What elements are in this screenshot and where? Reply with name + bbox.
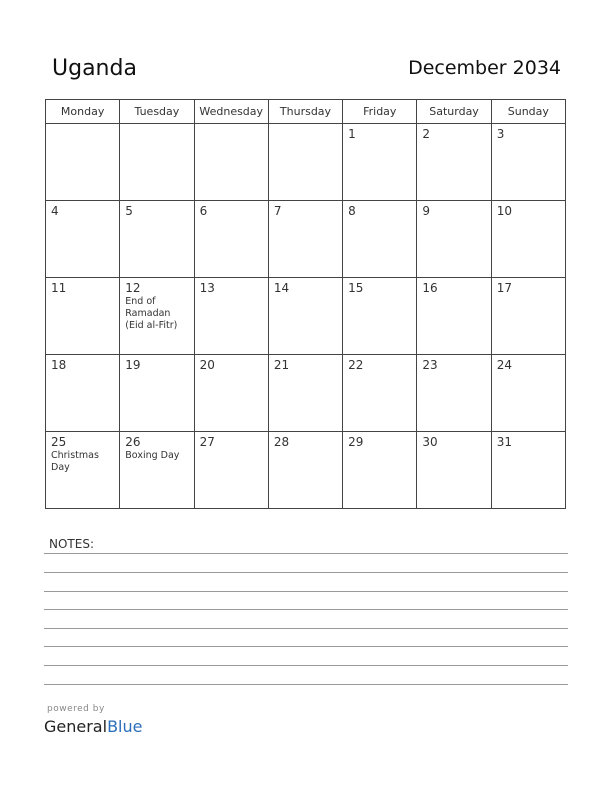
calendar-grid — [45, 99, 566, 509]
day-cell — [343, 278, 417, 355]
day-cell — [194, 278, 268, 355]
day-cell — [491, 201, 565, 278]
weekday-saturday: Saturday — [417, 100, 491, 124]
weekday-tuesday: Tuesday — [120, 100, 194, 124]
day-cell — [194, 355, 268, 432]
country-title: Uganda — [52, 56, 137, 81]
day-number: 7 — [273, 204, 282, 218]
note-line — [44, 628, 568, 629]
day-cell — [491, 432, 565, 509]
day-cell — [343, 201, 417, 278]
note-line — [44, 553, 568, 554]
day-number: 3 — [496, 127, 505, 141]
day-number: 15 — [348, 281, 364, 295]
day-number: 26 — [125, 435, 141, 449]
holiday-label: End of Ramadan (Eid al-Fitr) — [125, 296, 178, 331]
week-row — [46, 432, 566, 509]
week-row — [46, 124, 566, 201]
day-cell — [120, 355, 194, 432]
weekday-friday: Friday — [343, 100, 417, 124]
holiday-label: Christmas Day — [51, 450, 99, 473]
day-cell — [268, 355, 342, 432]
day-number: 17 — [496, 281, 512, 295]
day-number: 29 — [348, 435, 364, 449]
day-cell — [46, 124, 120, 201]
day-number: 4 — [51, 204, 59, 218]
weekday-thursday: Thursday — [268, 100, 342, 124]
day-cell — [491, 124, 565, 201]
brand-general: General — [44, 717, 108, 736]
note-line — [44, 572, 568, 573]
note-line — [44, 684, 568, 685]
day-cell — [268, 278, 342, 355]
holiday-label: Boxing Day — [125, 450, 180, 461]
day-cell — [120, 432, 194, 509]
day-cell — [120, 124, 194, 201]
day-cell — [194, 201, 268, 278]
day-cell — [268, 201, 342, 278]
week-row — [46, 201, 566, 278]
day-number: 27 — [199, 435, 215, 449]
day-number: 1 — [348, 127, 356, 141]
notes-label: NOTES: — [49, 537, 94, 551]
brand-blue: Blue — [107, 717, 143, 736]
day-number: 21 — [273, 358, 290, 372]
powered-by-text: powered by — [47, 704, 105, 714]
note-line — [44, 591, 568, 592]
note-line — [44, 665, 568, 666]
day-cell — [268, 432, 342, 509]
day-number: 8 — [348, 204, 356, 218]
day-cell — [491, 278, 565, 355]
weekday-sunday: Sunday — [491, 100, 565, 124]
day-number: 24 — [496, 358, 512, 372]
weekday-header-row — [46, 100, 566, 124]
day-cell — [194, 124, 268, 201]
note-line — [44, 609, 568, 610]
day-cell — [46, 355, 120, 432]
day-cell — [120, 201, 194, 278]
weekday-wednesday: Wednesday — [194, 100, 268, 124]
day-cell — [417, 201, 491, 278]
note-line — [44, 646, 568, 647]
day-number: 20 — [199, 358, 215, 372]
day-number: 9 — [422, 204, 431, 218]
day-number: 14 — [273, 281, 290, 295]
day-number: 31 — [496, 435, 512, 449]
day-cell — [417, 355, 491, 432]
day-cell — [491, 355, 565, 432]
day-number: 22 — [348, 358, 364, 372]
day-number: 6 — [199, 204, 208, 218]
day-cell — [46, 432, 120, 509]
day-cell — [120, 278, 194, 355]
day-number: 5 — [125, 204, 133, 218]
day-number: 11 — [51, 281, 67, 295]
day-number: 18 — [51, 358, 67, 372]
week-row — [46, 278, 566, 355]
day-cell — [268, 124, 342, 201]
day-number: 2 — [422, 127, 431, 141]
day-cell — [417, 124, 491, 201]
day-number: 13 — [199, 281, 215, 295]
day-cell — [343, 355, 417, 432]
day-number: 16 — [422, 281, 438, 295]
day-cell — [417, 432, 491, 509]
week-row — [46, 355, 566, 432]
day-number: 19 — [125, 358, 141, 372]
day-cell — [417, 278, 491, 355]
day-cell — [343, 124, 417, 201]
day-number: 28 — [273, 435, 290, 449]
day-cell — [46, 278, 120, 355]
day-number: 10 — [496, 204, 512, 218]
day-number: 25 — [51, 435, 67, 449]
day-number: 12 — [125, 281, 141, 295]
generalblue-logo — [44, 717, 142, 736]
weekday-monday: Monday — [46, 100, 120, 124]
day-cell — [46, 201, 120, 278]
day-cell — [194, 432, 268, 509]
day-number: 30 — [422, 435, 438, 449]
day-cell — [343, 432, 417, 509]
day-number: 23 — [422, 358, 438, 372]
month-title: December 2034 — [408, 57, 561, 79]
